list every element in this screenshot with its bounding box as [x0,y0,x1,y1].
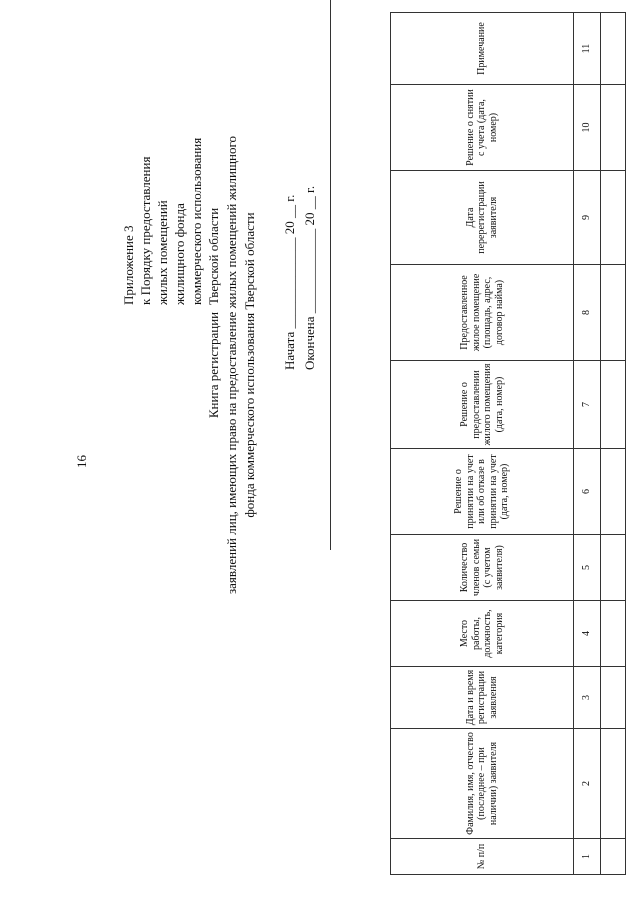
separator-line [330,0,331,550]
page-number: 16 [74,455,89,468]
table-cell [601,601,626,667]
column-number: 8 [574,265,601,361]
column-number: 10 [574,85,601,171]
table-cell [601,85,626,171]
table-cell [601,449,626,535]
column-header: Решение о принятии на учет или об отказе в принятии на учет (дата, номер) [391,449,574,535]
table-cell [601,265,626,361]
ended-date: Окончена _____________ 20 __ г. [302,185,317,370]
column-number: 11 [574,13,601,85]
column-header: Предоставленное жилое помещение (площадь, адрес, договор найма) [391,265,574,361]
column-header: Решение о предоставлении жилого помещения (дата, номер) [391,361,574,449]
table-cell [601,535,626,601]
column-number: 1 [574,839,601,875]
column-number-row [574,13,601,875]
column-number: 6 [574,449,601,535]
book-title [205,45,259,685]
table-cell [601,839,626,875]
column-number: 5 [574,535,601,601]
column-header: № п/п [391,839,574,875]
annex-line: коммерческого использования [189,137,204,305]
book-title-line: фонда коммерческого использования Тверской области [242,212,257,518]
book-title-line: заявлений лиц, имеющих право на предоставление жилых помещений жилищного [224,136,239,594]
table-cell [601,729,626,839]
book-title-line: Книга регистрации [206,311,221,419]
column-number: 3 [574,667,601,729]
annex-line: к Порядку предоставления [138,156,153,305]
column-number: 2 [574,729,601,839]
table-cell [601,13,626,85]
column-number: 9 [574,171,601,265]
column-header: Место работы, должность, категория [391,601,574,667]
registration-table [390,12,626,875]
column-header: Решение о снятии с учета (дата, номер) [391,85,574,171]
book-dates [280,170,320,370]
column-number: 7 [574,361,601,449]
column-number: 4 [574,601,601,667]
column-header: Примечание [391,13,574,85]
table-cell [601,667,626,729]
annex-line: Тверской области [206,207,221,305]
column-header: Фамилия, имя, отчество (последнее – при наличии) заявителя [391,729,574,839]
table-cell [601,171,626,265]
column-header: Количество членов семьи (с учетом заявителя) [391,535,574,601]
annex-line: жилых помещений [155,200,170,305]
table-cell [601,361,626,449]
started-date: Начата ______________ 20 __ г. [282,194,297,370]
table-row [601,13,626,875]
table-header-row [391,13,574,875]
column-header: Дата и время регистрации заявления [391,667,574,729]
column-header: Дата перерегистрации заявителя [391,171,574,265]
annex-line: жилищного фонда [172,203,187,305]
annex-line: Приложение 3 [121,225,136,305]
